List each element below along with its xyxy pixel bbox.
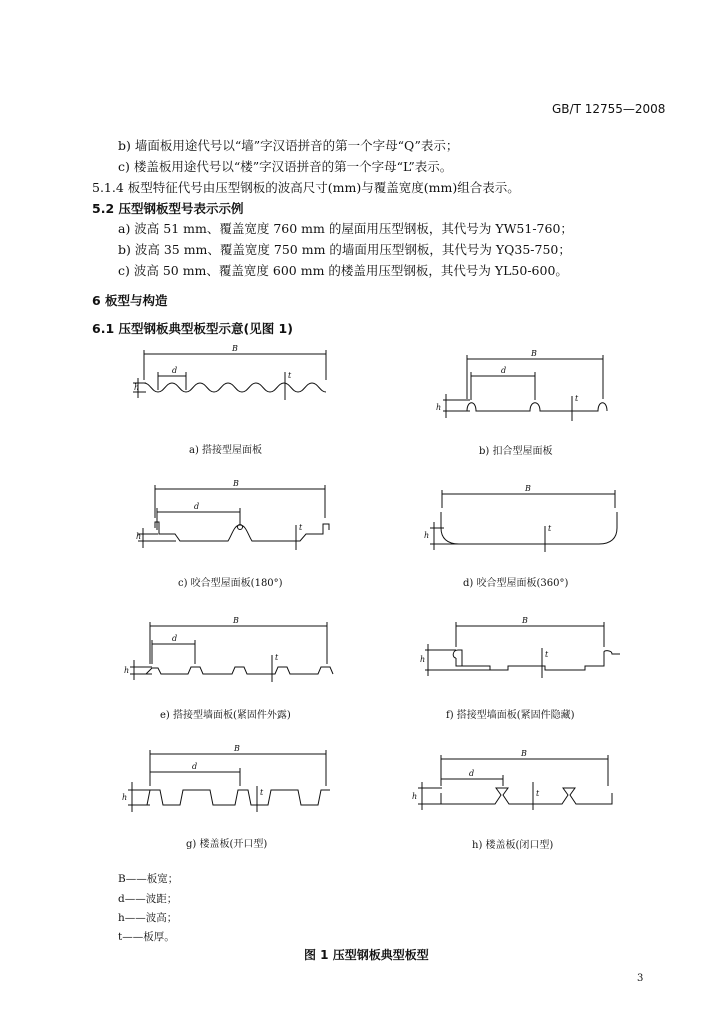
example-b: b) 波高 35 mm、覆盖宽度 750 mm 的墙面用压型钢板，其代号为 YQ35-750； (118, 242, 571, 257)
caption-h: h) 楼盖板(闭口型) (472, 840, 554, 851)
dim-label-d-a: d (172, 366, 178, 375)
legend-d: d——波距； (118, 893, 178, 905)
dim-label-B-g: B (234, 744, 240, 753)
clause-5-2-heading: 5.2 压型钢板型号表示示例 (92, 201, 244, 216)
list-item-b: b) 墙面板用途代号以“墙”字汉语拼音的第一个字母“Q”表示； (118, 138, 459, 153)
clause-5-1-4: 5.1.4 板型特征代号由压型钢板的波高尺寸(mm)与覆盖宽度(mm)组合表示。 (92, 180, 520, 195)
section-6-heading: 6 板型与构造 (92, 293, 168, 308)
dim-label-t-b: t (575, 394, 579, 403)
dim-label-h-b: h (436, 403, 442, 412)
legend-t: t——板厚。 (118, 931, 175, 943)
caption-b: b) 扣合型屋面板 (479, 446, 553, 457)
dim-label-h-g: h (122, 793, 128, 802)
dim-label-d-c: d (194, 502, 200, 511)
dim-label-h-f: h (420, 655, 426, 664)
legend-B: B——板宽； (118, 873, 179, 885)
profile-e-drawing (130, 622, 333, 682)
example-a: a) 波高 51 mm、覆盖宽度 760 mm 的屋面用压型钢板，其代号为 YW51-760； (118, 221, 573, 236)
caption-f: f) 搭接型墙面板(紧固件隐藏) (446, 710, 575, 721)
dim-label-d-g: d (192, 762, 198, 771)
dim-label-B-f: B (522, 616, 528, 625)
figure-title: 图 1 压型钢板典型板型 (304, 948, 429, 962)
clause-6-1-heading: 6.1 压型钢板典型板型示意(见图 1) (92, 321, 293, 336)
standard-code-header: GB/T 12755—2008 (552, 102, 666, 116)
dim-label-t-f: t (545, 650, 549, 659)
legend-h: h——波高； (118, 912, 178, 924)
profile-c-drawing (138, 485, 329, 550)
dim-label-B-c: B (233, 479, 239, 488)
list-item-c: c) 楼盖板用途代号以“楼”字汉语拼音的第一个字母“L”表示。 (118, 159, 453, 174)
dim-label-B-d: B (525, 484, 531, 493)
dim-label-B-e: B (233, 616, 239, 625)
example-c: c) 波高 50 mm、覆盖宽度 600 mm 的楼盖用压型钢板，其代号为 YL50-600。 (118, 263, 568, 278)
profile-f-drawing (425, 622, 620, 678)
profile-a-drawing (133, 350, 326, 400)
dim-label-t-h: t (536, 789, 540, 798)
profile-g-drawing (128, 750, 330, 812)
profile-d-drawing (430, 490, 617, 552)
dim-label-t-c: t (299, 523, 303, 532)
dim-label-d-e: d (172, 634, 178, 643)
profile-b-drawing (443, 355, 607, 421)
dim-label-h-c: h (136, 532, 142, 541)
dim-label-h-e: h (124, 666, 130, 675)
dim-label-d-h: d (469, 769, 475, 778)
dim-label-t-e: t (275, 653, 279, 662)
profile-h-drawing (418, 755, 612, 810)
dim-label-B-b: B (531, 349, 537, 358)
dim-label-t-a: t (288, 371, 292, 380)
dim-label-h-a: h (134, 383, 140, 392)
page-number: 3 (637, 973, 644, 984)
caption-e: e) 搭接型墙面板(紧固件外露) (160, 710, 291, 721)
caption-a: a) 搭接型屋面板 (189, 445, 263, 456)
dim-label-h-h: h (412, 792, 418, 801)
dim-label-B-a: B (232, 344, 238, 353)
dim-label-B-h: B (521, 749, 527, 758)
caption-g: g) 楼盖板(开口型) (186, 839, 268, 850)
dim-label-t-g: t (260, 788, 264, 797)
dim-label-h-d: h (424, 531, 430, 540)
caption-c: c) 咬合型屋面板(180°) (178, 578, 283, 589)
dim-label-d-b: d (501, 366, 507, 375)
dim-label-t-d: t (548, 524, 552, 533)
caption-d: d) 咬合型屋面板(360°) (463, 578, 569, 589)
